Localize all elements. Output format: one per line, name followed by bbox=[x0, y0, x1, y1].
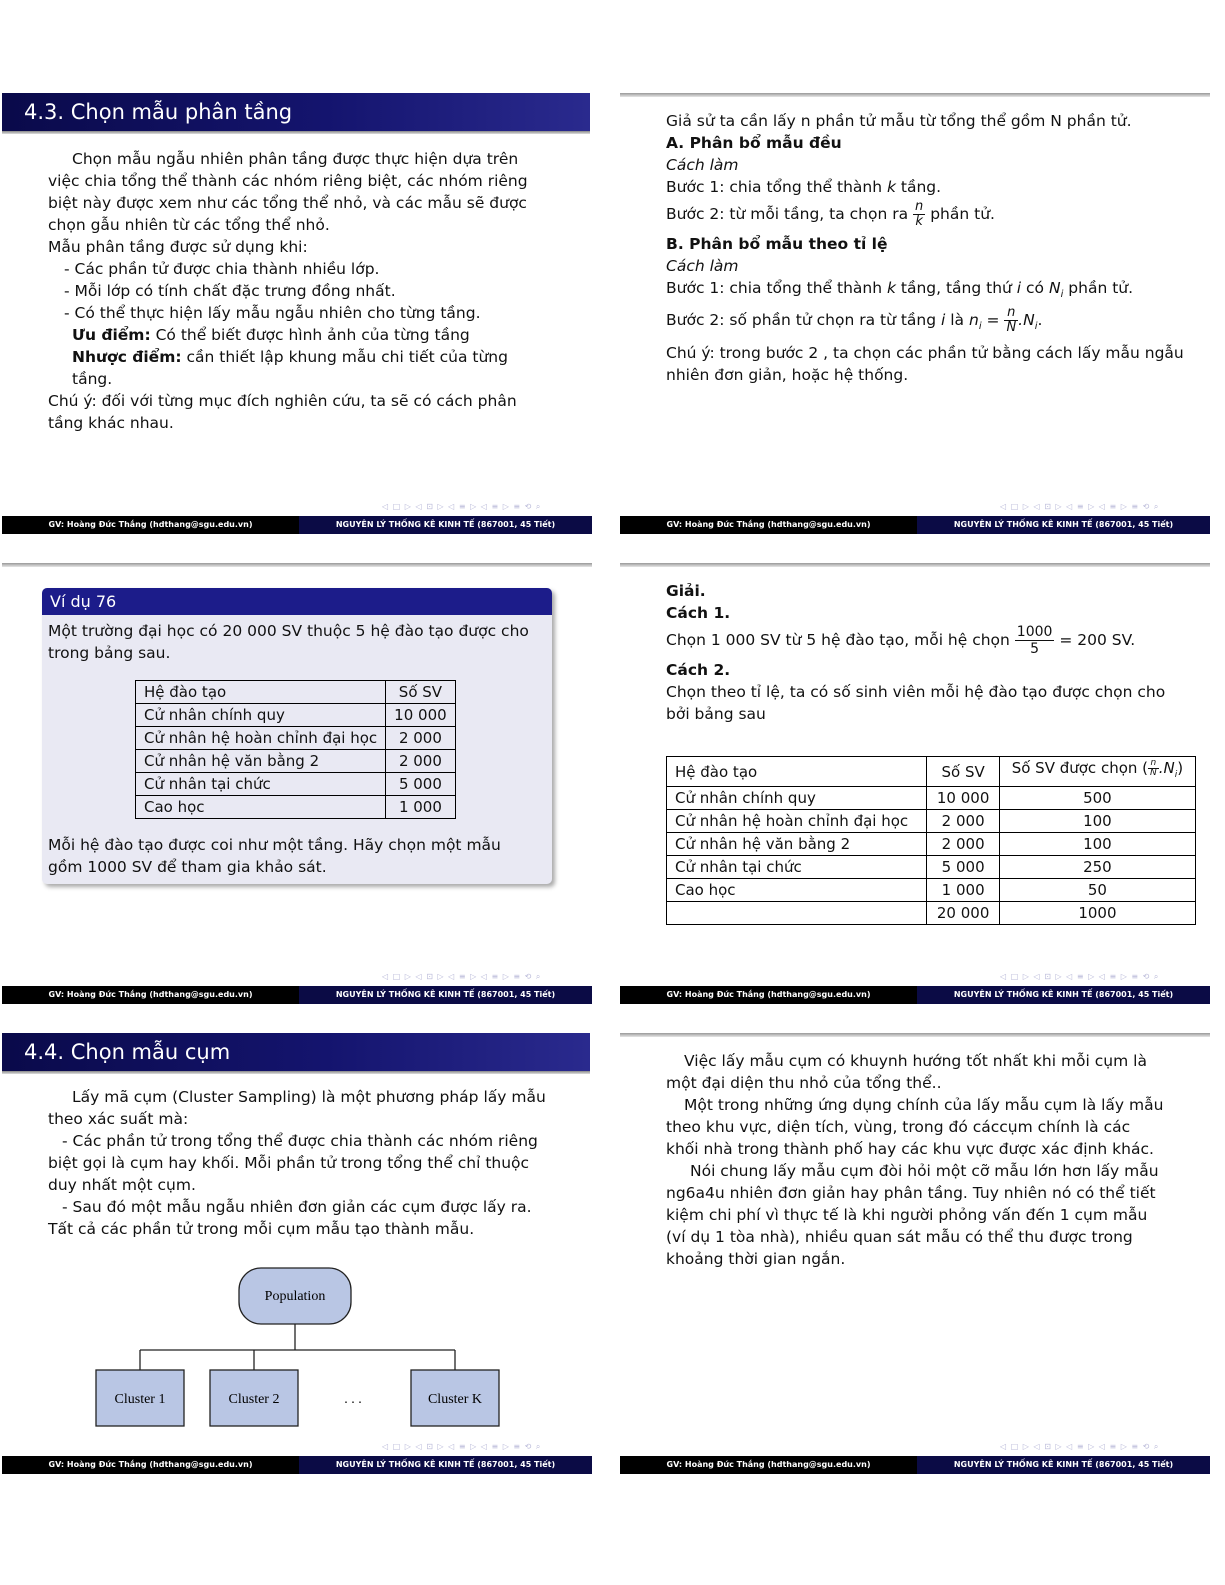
paragraph: Nói chung lấy mẫu cụm đòi hỏi một cỡ mẫu lớn hơn lấy mẫu ng6a4u nhiên đơn giản hay phân tầng. Tuy nhiên nó có thể tiết kiệm chi phí vì thực tế là khi người phỏng vấn đến 1 cụm mẫu (ví dụ 1 tòa nhà), nhiều quan sát mẫu có thể thu được trong khoảng thời gian ngắn. bbox=[666, 1162, 1159, 1268]
table-header: Số SV bbox=[927, 757, 999, 787]
table-row bbox=[667, 879, 1196, 902]
cluster-label: Cluster 1 bbox=[114, 1392, 166, 1407]
slide-footer bbox=[2, 1456, 592, 1474]
slide-body bbox=[666, 110, 1186, 386]
fraction: $\frac{n}{N}$ bbox=[1006, 305, 1017, 336]
table-header: Số SV được chọn ( $\frac{n}{N}$ $.N_i$) bbox=[999, 757, 1195, 787]
table-cell: 5 000 bbox=[927, 856, 999, 879]
table-cell: 250 bbox=[999, 856, 1195, 879]
subheading: Cách làm bbox=[666, 257, 739, 275]
paragraph: - Sau đó một mẫu ngẫu nhiên đơn giản các cụm được lấy ra. Tất cả các phần tử trong mỗi cụm mẫu tạo thành mẫu. bbox=[48, 1198, 532, 1238]
slide-cluster-notes bbox=[620, 1028, 1210, 1478]
table-cell: Cử nhân chính quy bbox=[136, 704, 386, 727]
footer-author: GV: Hoàng Đức Thắng (hdthang@sgu.edu.vn) bbox=[666, 990, 871, 999]
table-cell: 20 000 bbox=[927, 902, 999, 925]
cluster-label: Cluster K bbox=[427, 1392, 483, 1407]
slide-body bbox=[666, 580, 1186, 725]
slide-body bbox=[666, 1050, 1166, 1270]
beamer-nav-icons[interactable]: ◁ □ ▷ ◁ ⊡ ▷ ◁ ≡ ▷ ◁ ≡ ▷ ≡ ⟲ ⌕ bbox=[1000, 972, 1160, 981]
table-row bbox=[667, 902, 1196, 925]
example-block bbox=[42, 588, 552, 884]
step: Bước 2: số phần tử chọn ra từ tầng i là $n_i$ = $\frac{n}{N}$ $.N_i$. bbox=[666, 305, 1043, 336]
table-row bbox=[136, 681, 456, 704]
slide-title: 4.4. Chọn mẫu cụm bbox=[2, 1033, 590, 1071]
beamer-nav-icons[interactable]: ◁ □ ▷ ◁ ⊡ ▷ ◁ ≡ ▷ ◁ ≡ ▷ ≡ ⟲ ⌕ bbox=[1000, 1442, 1160, 1451]
table-cell: 2 000 bbox=[386, 750, 456, 773]
section-heading: B. Phân bổ mẫu theo tỉ lệ bbox=[666, 235, 888, 253]
table-row bbox=[136, 796, 456, 819]
slide-footer bbox=[2, 516, 592, 534]
paragraph: Chọn theo tỉ lệ, ta có số sinh viên mỗi hệ đào tạo được chọn cho bởi bảng sau bbox=[666, 683, 1166, 723]
paragraph: Một trong những ứng dụng chính của lấy mẫu cụm là lấy mẫu theo khu vực, diện tích, vùng, trong đó cáccụm chính là các khối nhà trong thành phố hay các khu vực được xác định khác. bbox=[666, 1096, 1164, 1158]
table-header: Hệ đào tạo bbox=[667, 757, 927, 787]
table-cell: Cao học bbox=[667, 879, 927, 902]
slide-body bbox=[48, 1086, 553, 1240]
footer-course: NGUYÊN LÝ THỐNG KÊ KINH TẾ (867001, 45 Tiết) bbox=[299, 986, 592, 1004]
cluster-label: Cluster 2 bbox=[228, 1392, 280, 1407]
footer-author: GV: Hoàng Đức Thắng (hdthang@sgu.edu.vn) bbox=[666, 520, 871, 529]
solution-label: Giải. bbox=[666, 582, 706, 600]
footer-course: NGUYÊN LÝ THỐNG KÊ KINH TẾ (867001, 45 Tiết) bbox=[917, 1456, 1210, 1474]
bullet-item: - Mỗi lớp có tính chất đặc trưng đồng nhất. bbox=[64, 282, 396, 300]
slide-body bbox=[48, 148, 548, 434]
note: Chú ý: đối với từng mục đích nghiên cứu, ta sẽ có cách phân tầng khác nhau. bbox=[48, 392, 517, 432]
paragraph: - Các phần tử trong tổng thể được chia thành các nhóm riêng biệt gọi là cụm hay khối. Mỗi phần tử trong tổng thể chỉ thuộc duy nhất một cụm. bbox=[48, 1132, 538, 1194]
table-cell: Số SV bbox=[386, 681, 456, 704]
footer-course: NGUYÊN LÝ THỐNG KÊ KINH TẾ (867001, 45 Tiết) bbox=[917, 986, 1210, 1004]
method-label: Cách 1. bbox=[666, 604, 731, 622]
table-row bbox=[667, 810, 1196, 833]
table-cell: 5 000 bbox=[386, 773, 456, 796]
beamer-nav-icons[interactable]: ◁ □ ▷ ◁ ⊡ ▷ ◁ ≡ ▷ ◁ ≡ ▷ ≡ ⟲ ⌕ bbox=[382, 502, 542, 511]
paragraph: Mẫu phân tầng được sử dụng khi: bbox=[48, 238, 308, 256]
bullet-item: - Có thể thực hiện lấy mẫu ngẫu nhiên cho từng tầng. bbox=[64, 304, 481, 322]
step: Bước 1: chia tổng thể thành k tầng. bbox=[666, 178, 942, 196]
table-cell: Cử nhân hệ hoàn chỉnh đại học bbox=[667, 810, 927, 833]
paragraph: Chọn 1 000 SV từ 5 hệ đào tạo, mỗi hệ chọn $\frac{1000}{5}$ = 200 SV. bbox=[666, 624, 1136, 657]
fraction: $\frac{1000}{5}$ bbox=[1016, 624, 1053, 657]
table-row bbox=[667, 856, 1196, 879]
paragraph: Chọn mẫu ngẫu nhiên phân tầng được thực hiện dựa trên việc chia tổng thể thành các nhóm riêng biệt, các nhóm riêng biệt này được xem như các tổng thể nhỏ, và các mẫu sẽ được chọn gẫu nhiên từ các tổng thể nhỏ. bbox=[48, 150, 528, 234]
footer-author: GV: Hoàng Đức Thắng (hdthang@sgu.edu.vn) bbox=[48, 990, 253, 999]
bullet-item: - Các phần tử được chia thành nhiều lớp. bbox=[64, 260, 380, 278]
slide-title: 4.3. Chọn mẫu phân tầng bbox=[2, 93, 590, 131]
slide-footer bbox=[620, 1456, 1210, 1474]
table-cell: Cử nhân tại chức bbox=[667, 856, 927, 879]
slide-footer bbox=[620, 516, 1210, 534]
allocation-table bbox=[666, 756, 1196, 925]
footer-course: NGUYÊN LÝ THỐNG KÊ KINH TẾ (867001, 45 Tiết) bbox=[299, 1456, 592, 1474]
table-cell: 100 bbox=[999, 833, 1195, 856]
section-heading: A. Phân bổ mẫu đều bbox=[666, 134, 842, 152]
step: Bước 2: từ mỗi tầng, ta chọn ra $\frac{n}{k}$ phần tử. bbox=[666, 199, 995, 229]
paragraph: Lấy mã cụm (Cluster Sampling) là một phương pháp lấy mẫu theo xác suất mà: bbox=[48, 1088, 546, 1128]
advantage-line: Ưu điểm: Có thể biết được hình ảnh của từng tầng bbox=[72, 326, 470, 344]
table-cell bbox=[667, 902, 927, 925]
table-cell: Cử nhân hệ văn bằng 2 bbox=[136, 750, 386, 773]
cluster-diagram bbox=[87, 1264, 507, 1434]
table-cell: 1 000 bbox=[927, 879, 999, 902]
note: Chú ý: trong bước 2 , ta chọn các phần tử bằng cách lấy mẫu ngẫu nhiên đơn giản, hoặc hệ thống. bbox=[666, 344, 1184, 385]
slide-footer bbox=[2, 986, 592, 1004]
table-row bbox=[667, 787, 1196, 810]
table-cell: 500 bbox=[999, 787, 1195, 810]
table-cell: Cao học bbox=[136, 796, 386, 819]
table-cell: 10 000 bbox=[386, 704, 456, 727]
table-cell: 50 bbox=[999, 879, 1195, 902]
slide-solution bbox=[620, 558, 1210, 1008]
paragraph: Việc lấy mẫu cụm có khuynh hướng tốt nhất khi mỗi cụm là một đại diện thu nhỏ của tổng thể.. bbox=[666, 1052, 1147, 1092]
table-row bbox=[667, 833, 1196, 856]
table-cell: 1000 bbox=[999, 902, 1195, 925]
table-cell: Cử nhân chính quy bbox=[667, 787, 927, 810]
fraction: $\frac{n}{N}$ bbox=[1150, 758, 1157, 778]
enrollment-table bbox=[135, 680, 456, 819]
beamer-nav-icons[interactable]: ◁ □ ▷ ◁ ⊡ ▷ ◁ ≡ ▷ ◁ ≡ ▷ ≡ ⟲ ⌕ bbox=[382, 1442, 542, 1451]
table-cell: 2 000 bbox=[927, 833, 999, 856]
slide-allocation bbox=[620, 88, 1210, 538]
paragraph: Một trường đại học có 20 000 SV thuộc 5 hệ đào tạo được cho trong bảng sau. bbox=[48, 622, 529, 662]
beamer-nav-icons[interactable]: ◁ □ ▷ ◁ ⊡ ▷ ◁ ≡ ▷ ◁ ≡ ▷ ≡ ⟲ ⌕ bbox=[1000, 502, 1160, 511]
slide-stratified-sampling bbox=[2, 88, 592, 538]
table-cell: Cử nhân tại chức bbox=[136, 773, 386, 796]
beamer-nav-icons[interactable]: ◁ □ ▷ ◁ ⊡ ▷ ◁ ≡ ▷ ◁ ≡ ▷ ≡ ⟲ ⌕ bbox=[382, 972, 542, 981]
table-row bbox=[136, 727, 456, 750]
table-cell: Cử nhân hệ hoàn chỉnh đại học bbox=[136, 727, 386, 750]
slide-footer bbox=[620, 986, 1210, 1004]
table-row bbox=[136, 704, 456, 727]
table-cell: Cử nhân hệ văn bằng 2 bbox=[667, 833, 927, 856]
table-cell: 100 bbox=[999, 810, 1195, 833]
footer-author: GV: Hoàng Đức Thắng (hdthang@sgu.edu.vn) bbox=[48, 520, 253, 529]
table-row bbox=[136, 750, 456, 773]
ellipsis: . . . bbox=[344, 1392, 362, 1407]
footer-author: GV: Hoàng Đức Thắng (hdthang@sgu.edu.vn) bbox=[48, 1460, 253, 1469]
footer-course: NGUYÊN LÝ THỐNG KÊ KINH TẾ (867001, 45 Tiết) bbox=[299, 516, 592, 534]
table-cell: 1 000 bbox=[386, 796, 456, 819]
table-cell: Hệ đào tạo bbox=[136, 681, 386, 704]
table-cell: 10 000 bbox=[927, 787, 999, 810]
paragraph: Mỗi hệ đào tạo được coi như một tầng. Hãy chọn một mẫu gồm 1000 SV để tham gia khảo sát. bbox=[48, 836, 501, 876]
table-header-row bbox=[667, 757, 1196, 787]
subheading: Cách làm bbox=[666, 156, 739, 174]
step: Bước 1: chia tổng thể thành k tầng, tầng thứ i có $N_i$ phần tử. bbox=[666, 279, 1134, 301]
table-cell: 2 000 bbox=[927, 810, 999, 833]
slide-example bbox=[2, 558, 592, 1008]
disadvantage-line: Nhược điểm: cần thiết lập khung mẫu chi tiết của từng tầng. bbox=[72, 348, 508, 388]
paragraph: Giả sử ta cần lấy n phần tử mẫu từ tổng thể gồm N phần tử. bbox=[666, 112, 1132, 130]
method-label: Cách 2. bbox=[666, 661, 731, 679]
population-label: Population bbox=[264, 1289, 326, 1304]
fraction: $\frac{n}{k}$ bbox=[915, 199, 924, 229]
block-title: Ví dụ 76 bbox=[42, 588, 552, 615]
footer-author: GV: Hoàng Đức Thắng (hdthang@sgu.edu.vn) bbox=[666, 1460, 871, 1469]
table-cell: 2 000 bbox=[386, 727, 456, 750]
slide-cluster-sampling bbox=[2, 1028, 592, 1478]
footer-course: NGUYÊN LÝ THỐNG KÊ KINH TẾ (867001, 45 Tiết) bbox=[917, 516, 1210, 534]
table-row bbox=[136, 773, 456, 796]
